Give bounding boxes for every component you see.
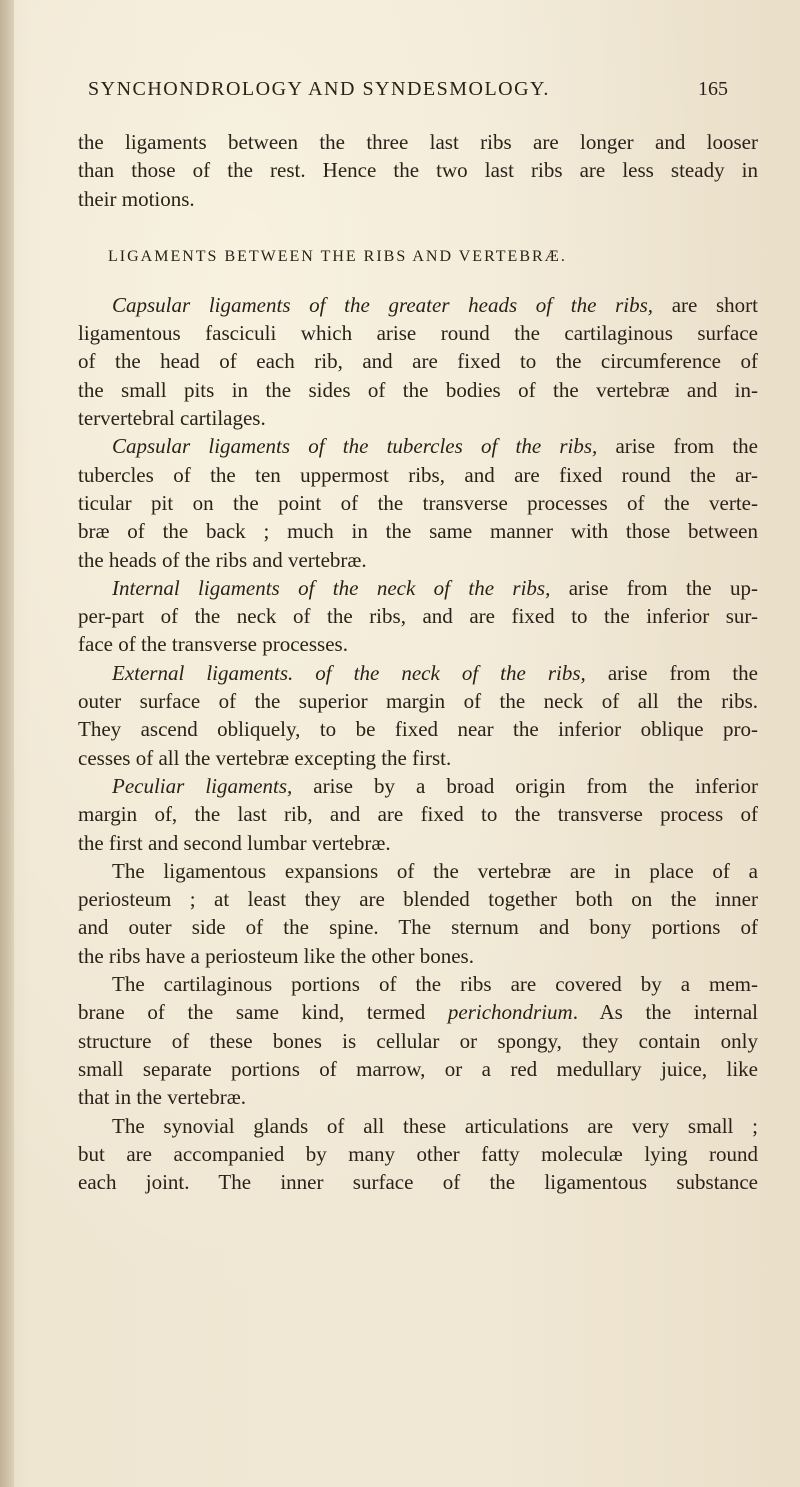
- page-header: [88, 78, 728, 108]
- text-line: tervertebral cartilages.: [78, 406, 266, 431]
- text-line: than those of the rest. Hence the two last ribs are less steady in: [78, 158, 758, 183]
- text-line: of the head of each rib, and are fixed to the circumference of: [78, 349, 758, 374]
- text-line: their motions.: [78, 186, 195, 211]
- running-head: SYNCHONDROLOGY AND SYNDESMOLOGY.: [88, 78, 550, 100]
- heading-gap: [78, 277, 758, 291]
- text-line: outer surface of the superior margin of the neck of all the ribs.: [78, 689, 758, 714]
- paragraph-first-line: The cartilaginous portions of the ribs are covered by a mem-: [112, 972, 758, 997]
- text-line: the heads of the ribs and vertebræ.: [78, 547, 367, 572]
- ligament-term: Capsular ligaments of the greater heads of the ribs,: [112, 292, 654, 317]
- paragraph-first-line: Capsular ligaments of the tubercles of the ribs, arise from the: [112, 434, 758, 459]
- text-line: the ligaments between the three last ribs are longer and looser: [78, 130, 758, 154]
- text-line: margin of, the last rib, and are fixed to the transverse process of: [78, 802, 758, 827]
- text-line: and outer side of the spine. The sternum and bony portions of: [78, 915, 758, 940]
- text-line: They ascend obliquely, to be fixed near the inferior oblique pro-: [78, 717, 758, 742]
- paragraph-first-line: Peculiar ligaments, arise by a broad origin from the inferior: [112, 773, 758, 798]
- section-heading: LIGAMENTS BETWEEN THE RIBS AND VERTEBRÆ.: [108, 247, 567, 265]
- paragraph-first-line: Capsular ligaments of the greater heads of the ribs, are short: [112, 292, 758, 317]
- text-line: periosteum ; at least they are blended together both on the inner: [78, 887, 758, 912]
- paragraph-first-line: The synovial glands of all these articulations are very small ;: [112, 1113, 758, 1138]
- text-line: face of the transverse processes.: [78, 632, 348, 657]
- paragraph-first-line: Internal ligaments of the neck of the ribs, arise from the up-: [112, 575, 758, 600]
- text-line: cesses of all the vertebræ excepting the first.: [78, 745, 452, 770]
- text-line: tubercles of the ten uppermost ribs, and are fixed round the ar-: [78, 462, 758, 487]
- ligament-term: External ligaments. of the neck of the ribs,: [112, 660, 586, 685]
- text-line: the first and second lumbar vertebræ.: [78, 830, 391, 855]
- text-line: that in the vertebræ.: [78, 1085, 246, 1110]
- body-text: [78, 128, 758, 1196]
- paragraph-first-line: External ligaments. of the neck of the ribs, arise from the: [112, 660, 758, 685]
- text-line: structure of these bones is cellular or spongy, they contain only: [78, 1028, 758, 1053]
- text-line: brane of the same kind, termed perichondrium. As the internal: [78, 1000, 758, 1025]
- term-perichondrium: perichondrium: [447, 1000, 573, 1025]
- ligament-term: Capsular ligaments of the tubercles of the ribs,: [112, 434, 598, 459]
- text-line: ticular pit on the point of the transverse processes of the verte-: [78, 490, 758, 515]
- page-gutter: [0, 0, 14, 1487]
- text-line: each joint. The inner surface of the ligamentous substance: [78, 1170, 758, 1195]
- ligament-term: Peculiar ligaments,: [112, 773, 293, 798]
- page-number: 165: [698, 78, 728, 100]
- paragraph-first-line: The ligamentous expansions of the vertebræ are in place of a: [112, 858, 758, 883]
- text-line: the small pits in the sides of the bodies of the vertebræ and in-: [78, 377, 758, 402]
- text-line: the ribs have a periosteum like the other bones.: [78, 943, 474, 968]
- text-line: bræ of the back ; much in the same manner with those between: [78, 519, 758, 544]
- section-spacer: [78, 213, 758, 237]
- text-line: ligamentous fasciculi which arise round the cartilaginous surface: [78, 321, 758, 346]
- ligament-term: Internal ligaments of the neck of the ribs,: [112, 575, 551, 600]
- text-line: small separate portions of marrow, or a red medullary juice, like: [78, 1056, 758, 1081]
- text-line: but are accompanied by many other fatty moleculæ lying round: [78, 1141, 758, 1166]
- text-line: per-part of the neck of the ribs, and are fixed to the inferior sur-: [78, 604, 758, 629]
